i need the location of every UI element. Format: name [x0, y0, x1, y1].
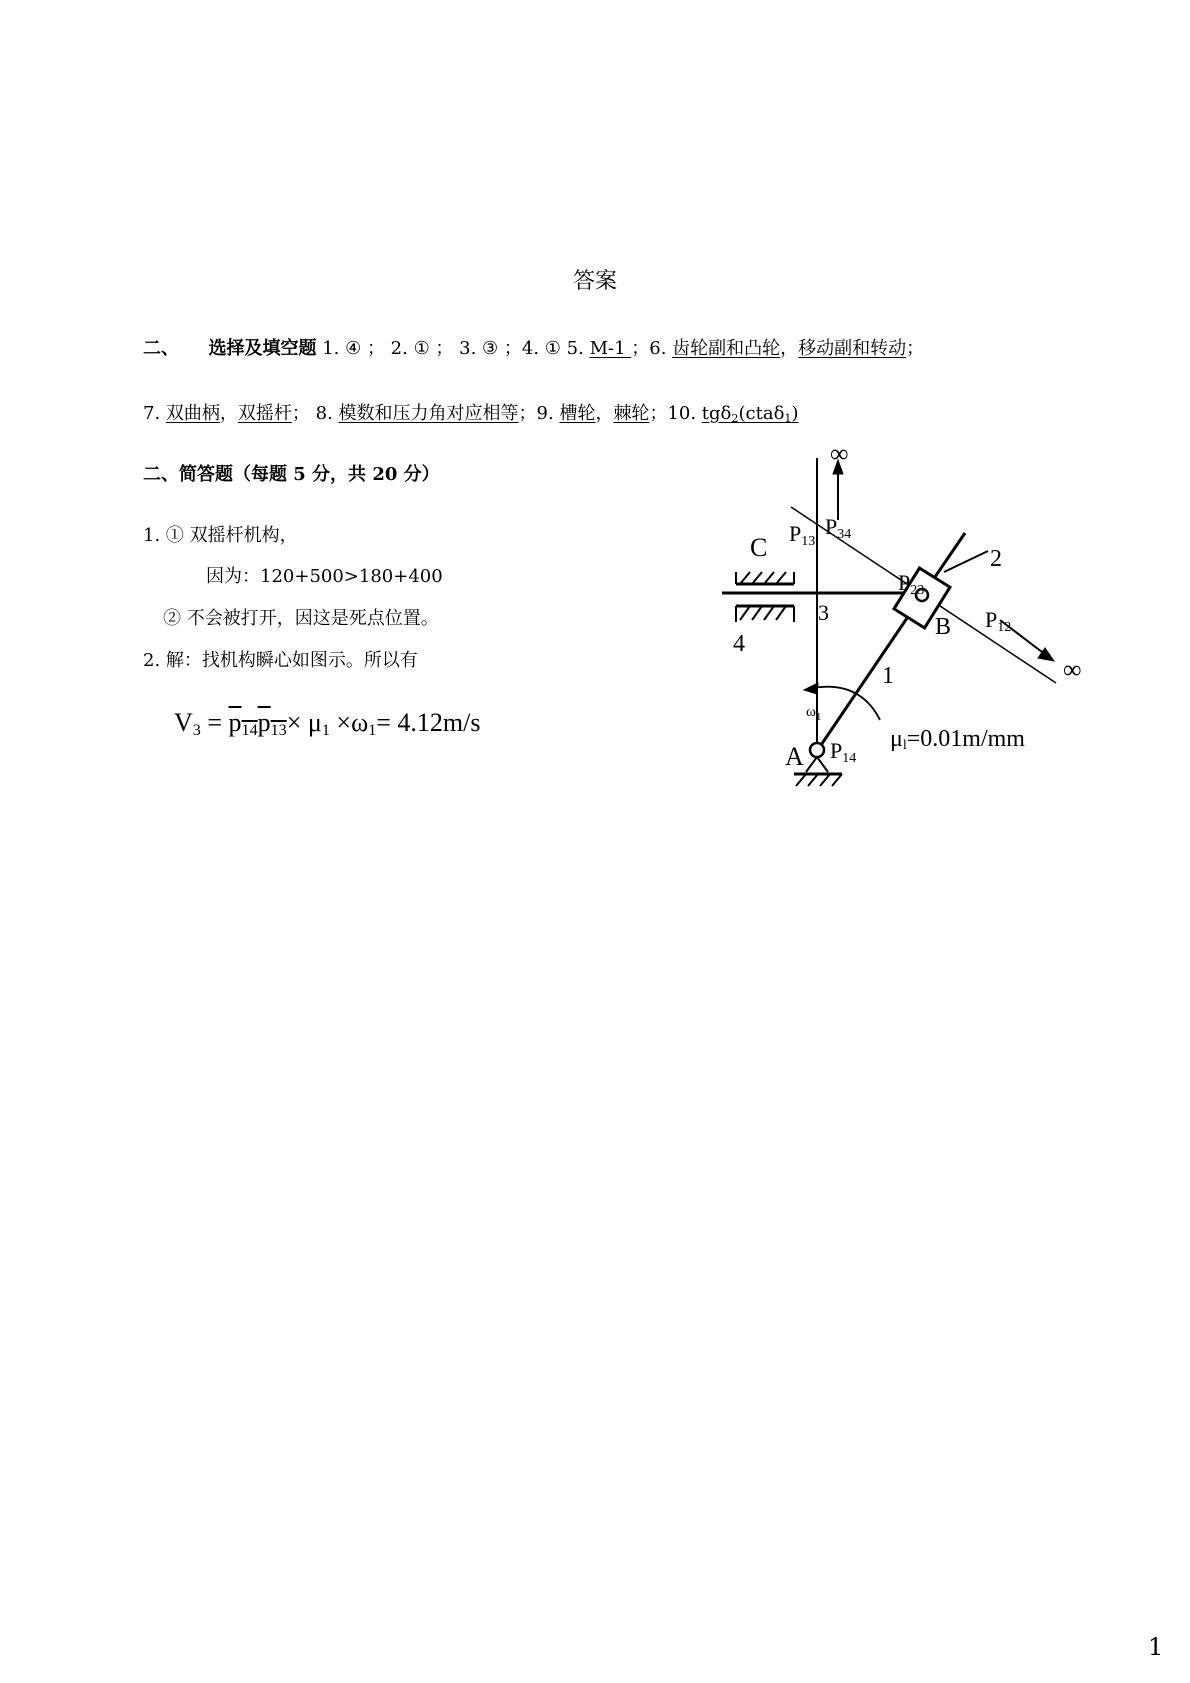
formula-times-omega: ×ω [329, 708, 369, 737]
label-p12-sub: 12 [997, 620, 1012, 635]
label-p13-p: P [789, 521, 802, 546]
s1l1-answer-5: M-1 [589, 338, 632, 359]
s1l2-text-1: 7. [143, 403, 166, 424]
label-p34-p: P [825, 514, 838, 539]
s1l1-text-4: ； [906, 338, 925, 359]
label-omega-w: ω [806, 704, 816, 720]
formula-v-sub: 3 [192, 722, 201, 740]
scale-label [890, 726, 1025, 753]
label-p23-p: P [898, 570, 911, 595]
label-p23-sub: 23 [910, 583, 925, 598]
label-link-2: 2 [990, 546, 1002, 572]
upper-hatch-1 [740, 572, 750, 584]
q1-answer-b: 因为：120+500>180+400 [206, 566, 443, 587]
formula-p14-sub: 14 [241, 722, 258, 740]
label-p13 [789, 521, 815, 549]
s1l1-text-2: ；6. [631, 338, 673, 359]
label-b: B [935, 614, 952, 640]
scale-value: =0.01m/mm [906, 726, 1025, 752]
ans10-sub-2: 1 [784, 411, 792, 425]
pivot-a [810, 743, 824, 757]
s1l1-answer-6b: 移动副和转动 [798, 338, 907, 359]
q1-answer-c: ② 不会被打开，因这是死点位置。 [163, 608, 439, 629]
formula-mu-sub: 1 [321, 722, 330, 740]
formula-p14: p [228, 708, 242, 737]
ground-hatch-4 [832, 774, 842, 786]
pivot-leg-left [806, 757, 817, 772]
label-infinity-right: ∞ [1063, 655, 1082, 684]
label-p12-p: P [985, 607, 998, 632]
lower-hatch-3 [764, 606, 774, 620]
formula-times-mu: × μ [286, 708, 322, 737]
upper-hatch-4 [776, 572, 786, 584]
upper-hatch-2 [752, 572, 762, 584]
omega-arc [812, 687, 880, 720]
lower-hatch-2 [752, 606, 762, 620]
s1l2-text-2: ， [219, 403, 238, 424]
lower-hatch-1 [740, 606, 750, 620]
section1-heading: 选择及填空题 [208, 338, 317, 359]
label-p12 [985, 607, 1011, 635]
upper-hatch-3 [764, 572, 774, 584]
s1l2-text-3: ； 8. [291, 403, 339, 424]
section2-heading: 二、简答题（每题 5 分，共 20 分） [143, 464, 440, 485]
ans10-part-a: tgδ [701, 403, 732, 424]
label-omega [806, 704, 821, 723]
scale-sub: l [902, 738, 907, 753]
ans10-part-b: (ctaδ [738, 403, 785, 424]
s1l1-answer-6a: 齿轮副和凸轮 [672, 338, 781, 359]
ans10-part-c: ) [791, 403, 799, 424]
formula-p13: p [257, 708, 271, 737]
q2-answer: 2. 解：找机构瞬心如图示。所以有 [143, 650, 418, 671]
label-omega-sub: 1 [815, 711, 822, 723]
label-p14-sub: 14 [842, 751, 857, 766]
formula-v: V [174, 708, 193, 737]
label-link-4: 4 [733, 631, 745, 657]
formula-eq: = [200, 708, 229, 737]
s1l2-text-5: ， [595, 403, 614, 424]
q1-answer-a: 1. ① 双摇杆机构， [143, 525, 298, 546]
formula-p13-sub: 13 [270, 722, 287, 740]
omega-arrow-head [804, 683, 818, 694]
formula-omega-sub: 1 [368, 722, 377, 740]
lower-hatch-4 [776, 606, 786, 620]
s1l2-answer-9b: 棘轮 [613, 403, 650, 424]
s1l1-text-3: ， [780, 338, 799, 359]
label-link-3: 3 [818, 600, 829, 625]
label-link-1: 1 [882, 663, 894, 689]
pivot-leg-right [817, 757, 828, 772]
ground-hatch-2 [808, 774, 818, 786]
s1l2-text-4: ；9. [518, 403, 560, 424]
label-p14-p: P [830, 738, 843, 763]
s1l2-answer-9a: 槽轮 [559, 403, 596, 424]
label-p13-sub: 13 [801, 534, 816, 549]
ans10-sub-1: 2 [731, 411, 739, 425]
ground-hatch-3 [820, 774, 830, 786]
s1l2-answer-7b: 双摇杆 [237, 403, 292, 424]
label-p34-sub: 34 [837, 527, 852, 542]
s1l1-text-1: 1. ④ ； 2. ① ； 3. ③ ；4. ① 5. [322, 338, 590, 359]
label-p14 [830, 738, 856, 766]
label-a: A [785, 742, 804, 771]
label-infinity-top: ∞ [830, 439, 849, 468]
formula-result: = 4.12m/s [376, 708, 481, 737]
ground-hatch-1 [796, 774, 806, 786]
s1l2-answer-8: 模数和压力角对应相等 [338, 403, 519, 424]
section1-heading-num: 二、 [143, 338, 179, 359]
page-title: 答案 [572, 269, 617, 294]
label-c: C [750, 533, 768, 562]
page-number: 1 [1148, 1633, 1164, 1661]
s1l2-text-6: ；10. [649, 403, 702, 424]
scale-mu: μ [890, 726, 903, 752]
s1l2-answer-7a: 双曲柄 [165, 403, 220, 424]
